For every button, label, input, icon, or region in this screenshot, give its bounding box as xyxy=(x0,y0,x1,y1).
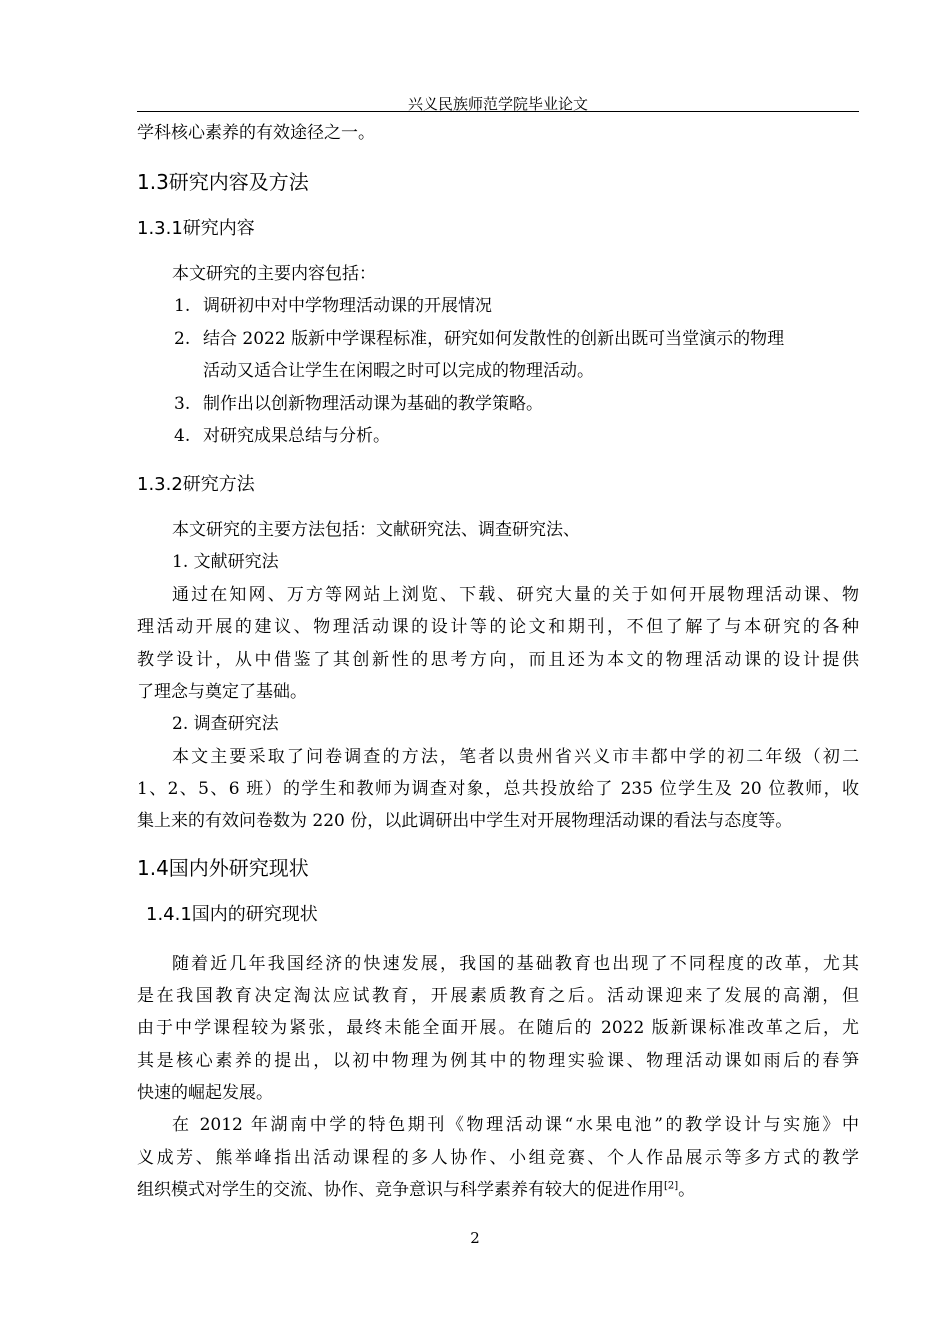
list-item-number: 1. xyxy=(174,296,191,316)
list-item-text-continued: 活动又适合让学生在闲暇之时可以完成的物理活动。 xyxy=(203,361,594,381)
paragraph-line: 通过在知网、万方等网站上浏览、下载、研究大量的关于如何开展物理活动课、物 xyxy=(172,585,859,605)
paragraph-end-punct: 。 xyxy=(678,1180,696,1200)
section-heading-1-3: 1.3研究内容及方法 xyxy=(137,170,309,194)
method-title: 1. 文献研究法 xyxy=(172,552,279,572)
paragraph-line xyxy=(137,1182,695,1199)
list-item-number: 4. xyxy=(174,426,191,446)
content-lead: 本文研究的主要内容包括： xyxy=(172,264,376,284)
paragraph-line: 其是核心素养的提出，以初中物理为例其中的物理实验课、物理活动课如雨后的春笋 xyxy=(137,1051,859,1071)
running-header: 兴义民族师范学院毕业论文 xyxy=(407,95,588,113)
list-item-text: 对研究成果总结与分析。 xyxy=(203,426,390,446)
method-title: 2. 调查研究法 xyxy=(172,714,279,734)
list-item-text: 调研初中对中学物理活动课的开展情况 xyxy=(203,296,492,316)
header-rule xyxy=(137,111,859,112)
paragraph-line: 理活动开展的建议、物理活动课的设计等的论文和期刊，不但了解了与本研究的各种 xyxy=(137,617,859,637)
paragraph-line: 本文主要采取了问卷调查的方法，笔者以贵州省兴义市丰都中学的初二年级（初二 xyxy=(172,747,859,767)
methods-lead: 本文研究的主要方法包括：文献研究法、调查研究法、 xyxy=(172,520,580,540)
intro-tail-line: 学科核心素养的有效途径之一。 xyxy=(137,123,375,143)
paragraph-line: 义成芳、熊举峰指出活动课程的多人协作、小组竞赛、个人作品展示等多方式的教学 xyxy=(137,1148,859,1168)
paragraph-line: 由于中学课程较为紧张，最终未能全面开展。在随后的 2022 版新课标准改革之后，尤 xyxy=(137,1018,859,1038)
list-item-number: 3. xyxy=(174,394,191,414)
section-heading-1-4: 1.4国内外研究现状 xyxy=(137,856,309,880)
page-number: 2 xyxy=(470,1229,480,1247)
paragraph-line: 1、2、5、6 班）的学生和教师为调查对象，总共投放给了 235 位学生及 20 位教师，收 xyxy=(137,779,859,799)
paragraph-text: 组织模式对学生的交流、协作、竞争意识与科学素养有较大的促进作用 xyxy=(137,1180,664,1200)
subsection-heading-1-4-1: 1.4.1国内的研究现状 xyxy=(146,904,318,925)
paragraph-line: 在 2012 年湖南中学的特色期刊《物理活动课“水果电池”的教学设计与实施》中 xyxy=(172,1115,859,1135)
list-item-text: 结合 2022 版新中学课程标准，研究如何发散性的创新出既可当堂演示的物理 xyxy=(203,329,785,349)
paragraph-line: 集上来的有效问卷数为 220 份，以此调研出中学生对开展物理活动课的看法与态度等。 xyxy=(137,811,793,831)
paragraph-line: 教学设计，从中借鉴了其创新性的思考方向，而且还为本文的物理活动课的设计提供 xyxy=(137,650,859,670)
paragraph-line: 了理念与奠定了基础。 xyxy=(137,682,307,702)
subsection-heading-1-3-2: 1.3.2研究方法 xyxy=(137,474,255,495)
subsection-heading-1-3-1: 1.3.1研究内容 xyxy=(137,218,255,239)
citation-mark: [2] xyxy=(664,1180,679,1192)
list-item-number: 2. xyxy=(174,329,191,349)
paragraph-line: 随着近几年我国经济的快速发展，我国的基础教育也出现了不同程度的改革，尤其 xyxy=(172,954,859,974)
paragraph-line: 是在我国教育决定淘汰应试教育，开展素质教育之后。活动课迎来了发展的高潮，但 xyxy=(137,986,859,1006)
list-item-text: 制作出以创新物理活动课为基础的教学策略。 xyxy=(203,394,543,414)
paragraph-line: 快速的崛起发展。 xyxy=(137,1083,273,1103)
